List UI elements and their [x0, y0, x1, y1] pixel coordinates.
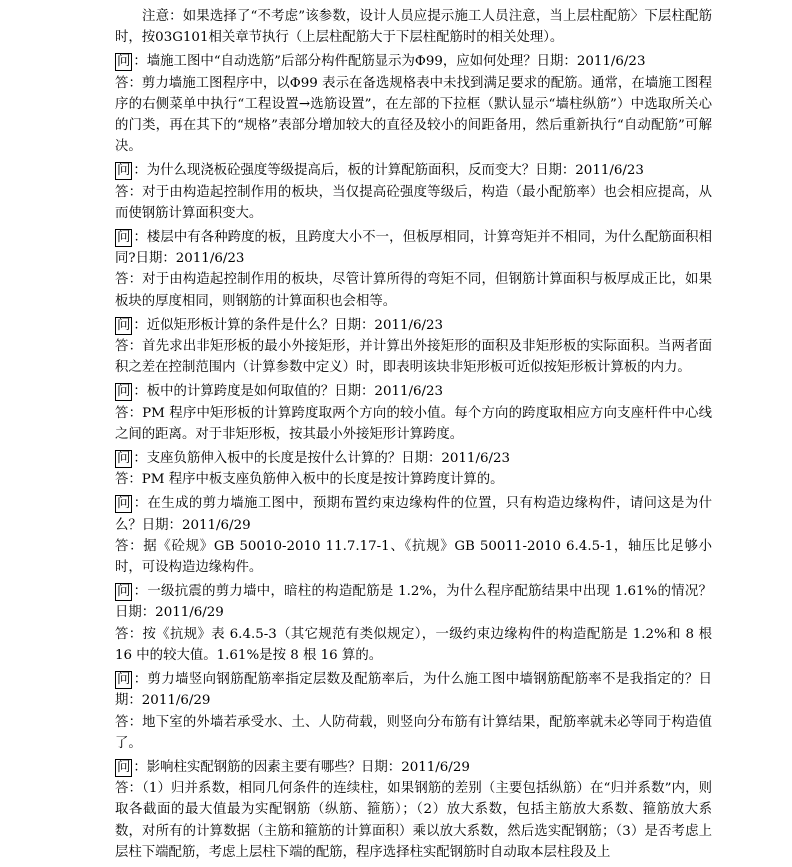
question-label: 问 — [117, 317, 131, 333]
question — [115, 160, 712, 181]
qa-entry — [115, 381, 712, 445]
answer: 答：剪力墙施工图程序中，以Φ99 表示在备选规格表中未找到满足要求的配筋。通常，在墙施工图程序的右侧菜单中执行“工程设置→选筋设置”，在左部的下拉框（默认显示“墙柱纵筋”）中选取所关心的门类，再在其下的“规格”表部分增加较大的直径及较小的间距备用，然后重新执行“自动配筋”可解决。 — [115, 75, 712, 155]
question — [115, 581, 712, 623]
question-label: 问 — [117, 759, 131, 775]
answer: 答：对于由构造起控制作用的板块，尽管计算所得的弯矩不同，但钢筋计算面积与板厚成正比，如果板块的厚度相同，则钢筋的计算面积也会相等。 — [115, 272, 712, 309]
answer: 答：据《砼规》GB 50010-2010 11.7.17-1、《抗规》GB 50011-2010 6.4.5-1，轴压比足够小时，可设构造边缘构件。 — [115, 538, 712, 576]
question-text: ：一级抗震的剪力墙中，暗柱的构造配筋是 1.2%，为什么程序配筋结果中出现 1.61%的情况？日期：2011/6/29 — [115, 584, 712, 621]
question-text: ：支座负筋伸入板中的长度是按什么计算的？日期：2011/6/23 — [133, 451, 511, 467]
answer: 答：（1）归并系数，相同几何条件的连续柱，如果钢筋的差别（主要包括纵筋）在“归并系数”内，则取各截面的最大值最为实配钢筋（纵筋、箍筋）；（2）放大系数，包括主筋放大系数、箍筋放大系数，对所有的计算数据（主筋和箍筋的计算面积）乘以放大系数，然后选实配钢筋；（3）是否考虑上层柱下端配筋，考虑上层柱下端的配筋，程序选择柱实配钢筋时自动取本层柱段及上 — [115, 781, 712, 860]
qa-entry — [115, 448, 712, 490]
question — [115, 448, 712, 469]
answer: 答：PM 程序中板支座负筋伸入板中的长度是按计算跨度计算的。 — [115, 472, 504, 488]
answer: 答：PM 程序中矩形板的计算跨度取两个方向的较小值。每个方向的跨度取相应方向支座杆件中心线之间的距离。对于非矩形板，按其最小外接矩形计算跨度。 — [115, 405, 712, 442]
question-label: 问 — [117, 584, 131, 600]
qa-entry — [115, 51, 712, 157]
question-text: ：墙施工图中“自动选筋”后部分构件配筋显示为Φ99，应如何处理？日期：2011/6/23 — [133, 54, 646, 70]
question-text: ：为什么现浇板砼强度等级提高后，板的计算配筋面积，反而变大？日期：2011/6/23 — [133, 163, 644, 179]
answer: 答：按《抗规》表 6.4.5-3（其它规范有类似规定），一级约束边缘构件的构造配筋是 1.2%和 8 根 16 中的较大值。1.61%是按 8 根 16 算的。 — [115, 626, 712, 663]
answer: 答：地下室的外墙若承受水、土、人防荷载，则竖向分布筋有计算结果，配筋率就未必等同于构造值了。 — [115, 714, 712, 751]
qa-entry — [115, 757, 712, 863]
question-label: 问 — [117, 496, 131, 512]
answer: 答：首先求出非矩形板的最小外接矩形，并计算出外接矩形的面积及非矩形板的实际面积。当两者面积之差在控制范围内（计算参数中定义）时，即表明该块非矩形板可近似按矩形板计算板的内力。 — [115, 339, 712, 376]
question-text: ：近似矩形板计算的条件是什么？日期：2011/6/23 — [133, 317, 444, 333]
question — [115, 381, 712, 402]
qa-entry — [115, 669, 712, 754]
question-text: ：剪力墙竖向钢筋配筋率指定层数及配筋率后，为什么施工图中墙钢筋配筋率不是我指定的？日期：2011/6/29 — [115, 672, 712, 709]
qa-entry — [115, 227, 712, 312]
question-label: 问 — [117, 672, 131, 688]
question-label: 问 — [117, 54, 131, 70]
question-label: 问 — [117, 384, 131, 400]
question — [115, 493, 712, 535]
qa-entry — [115, 160, 712, 224]
question — [115, 757, 712, 778]
question-text: ：楼层中有各种跨度的板，且跨度大小不一，但板厚相同，计算弯矩并不相同，为什么配筋面积相同?日期：2011/6/23 — [115, 230, 712, 267]
qa-entry — [115, 315, 712, 379]
question — [115, 315, 712, 336]
question-label: 问 — [117, 451, 131, 467]
question — [115, 227, 712, 269]
question-text: ：影响柱实配钢筋的因素主要有哪些？日期：2011/6/29 — [133, 759, 470, 775]
qa-entry — [115, 493, 712, 578]
question-text: ：在生成的剪力墙施工图中，预期布置约束边缘构件的位置，只有构造边缘构件，请问这是为什么？日期：2011/6/29 — [115, 496, 712, 533]
question — [115, 669, 712, 711]
question-label: 问 — [117, 163, 131, 179]
answer: 答：对于由构造起控制作用的板块，当仅提高砼强度等级后，构造（最小配筋率）也会相应提高，从而使钢筋计算面积变大。 — [115, 184, 712, 221]
question-label: 问 — [117, 230, 131, 246]
question — [115, 51, 712, 72]
qa-entry — [115, 581, 712, 666]
intro-note: 注意：如果选择了“不考虑”该参数，设计人员应提示施工人员注意，当上层柱配筋〉下层柱配筋时，按03G101相关章节执行（上层柱配筋大于下层柱配筋时的相关处理）。 — [115, 9, 712, 46]
question-text: ：板中的计算跨度是如何取值的？日期：2011/6/23 — [133, 384, 444, 400]
